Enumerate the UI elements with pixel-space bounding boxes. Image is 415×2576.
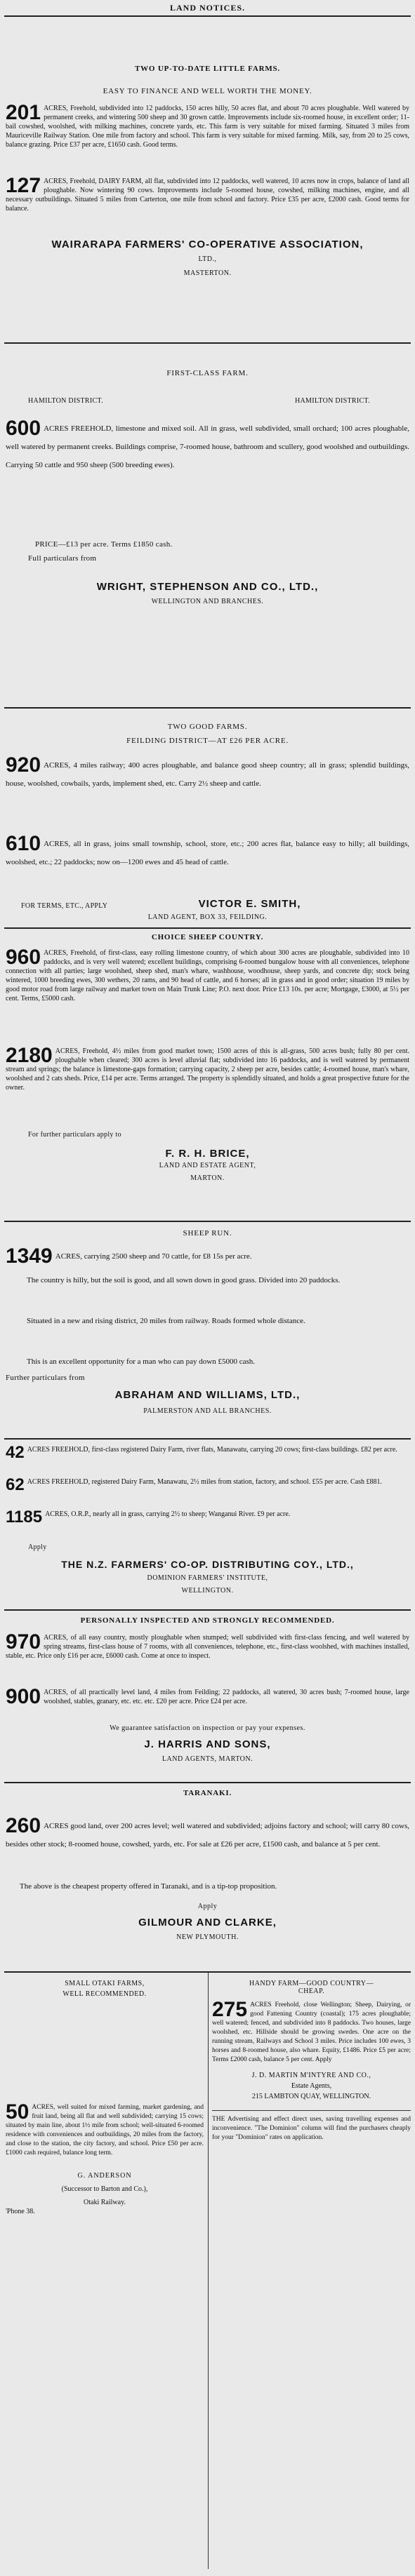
section1-subheading: EASY TO FINANCE AND WELL WORTH THE MONEY. bbox=[103, 87, 312, 95]
right-place: 215 LAMBTON QUAY, WELLINGTON. bbox=[251, 2093, 371, 2100]
section7-agent-sub: LAND AGENTS, MARTON. bbox=[162, 1755, 253, 1763]
run-line1: ACRES, carrying 2500 sheep and 70 cattle, for £8 15s per acre. bbox=[55, 1252, 252, 1261]
farm3-description: ACRES, O.R.P., nearly all in grass, carrying 2½ to sheep; Wanganui River. £9 per acre. bbox=[45, 1510, 291, 1518]
right-farm-acres: 275 bbox=[212, 1998, 248, 2021]
divider bbox=[4, 15, 411, 17]
section2-agent-sub: WELLINGTON AND BRANCHES. bbox=[151, 598, 264, 605]
section3-farm2 bbox=[6, 832, 409, 891]
guarantee-line: We guarantee satisfaction on inspection or pay your expenses. bbox=[110, 1724, 305, 1732]
farm2-description: ACRES FREEHOLD, registered Dairy Farm, Manawatu, 2½ miles from station, factory, and school. £55 per acre. Cash £881. bbox=[27, 1478, 383, 1486]
left-farm bbox=[6, 2100, 204, 2158]
section4-farm1 bbox=[6, 948, 409, 1040]
section8-farm bbox=[6, 1814, 409, 1872]
column-divider bbox=[208, 1973, 209, 2569]
section3-farm1 bbox=[6, 753, 409, 829]
left-heading1: SMALL OTAKI FARMS, bbox=[65, 1980, 145, 1987]
section5-line2: The country is hilly, but the soil is good, and all sown down in good grass. Divided into 20 paddocks. bbox=[27, 1276, 341, 1284]
farm1-acres: 42 bbox=[6, 1443, 25, 1462]
price-line: PRICE—£13 per acre. Terms £1850 cash. bbox=[35, 540, 173, 549]
farm1-acres: 970 bbox=[6, 1630, 41, 1653]
page-title: LAND NOTICES. bbox=[169, 3, 246, 13]
left-place: Otaki Railway. bbox=[84, 2199, 126, 2206]
further-line: Further particulars from bbox=[6, 1374, 85, 1382]
farm2-acres: 62 bbox=[6, 1475, 25, 1494]
divider bbox=[4, 1782, 411, 1783]
farm1-acres: 960 bbox=[6, 946, 41, 969]
section2-agent: WRIGHT, STEPHENSON AND CO., LTD., bbox=[96, 581, 319, 593]
section8-line2: The above is the cheapest property offered in Taranaki, and is a tip-top proposition. bbox=[20, 1882, 277, 1891]
right-footer: THE Advertising and effect direct uses, saving travelling expenses and inconvenience. "The Dominion" column will find the purchasers cheaply for your "Dominion" rates on application. bbox=[212, 2110, 411, 2142]
section8-agent: GILMOUR AND CLARKE, bbox=[138, 1917, 277, 1928]
district-left: HAMILTON DISTRICT. bbox=[28, 397, 103, 405]
section6-farm1 bbox=[6, 1445, 409, 1473]
farm-acres: 600 bbox=[6, 417, 41, 440]
section6-farm3 bbox=[6, 1510, 409, 1538]
farm2-acres: 127 bbox=[6, 174, 41, 197]
apply-line: Apply bbox=[28, 1543, 47, 1551]
section2-farm bbox=[6, 417, 409, 532]
section5-line4: This is an excellent opportunity for a man who can pay down £5000 cash. bbox=[27, 1357, 256, 1366]
section4-agent: F. R. H. BRICE, bbox=[165, 1148, 250, 1160]
farm1-acres: 201 bbox=[6, 101, 41, 124]
farm1-description: ACRES, 4 miles railway; 400 acres ploughable, and balance good sheep country; all in grass; splendid buildings, house, woolshed, cowbails, yards, implement shed, etc. Carry 2½ sheep and cattle. bbox=[6, 761, 409, 788]
farm1-description: ACRES FREEHOLD, first-class registered Dairy Farm, river flats, Manawatu, carrying 20 cows; first-class buildings. £82 per acre. bbox=[27, 1446, 397, 1454]
left-farm-description: ACRES, well suited for mixed farming, market gardening, and fruit land, being all flat and well subdivided; carrying 15 cows; situated by main line, about 1½ mile from school; well-situated 6-roomed residence with conveniences and outbuildings, 20 miles from the factory, and close to the station, the city factory, and school. Price £50 per acre. £1000 cash required, balance long term. bbox=[6, 2104, 204, 2156]
farm1-acres: 920 bbox=[6, 753, 41, 777]
section7-farm2 bbox=[6, 1685, 409, 1720]
section5-agent: ABRAHAM AND WILLIAMS, LTD., bbox=[114, 1389, 301, 1401]
left-farm-acres: 50 bbox=[6, 2100, 29, 2124]
section7-agent: J. HARRIS AND SONS, bbox=[144, 1738, 271, 1750]
divider bbox=[4, 1438, 411, 1440]
divider bbox=[4, 707, 411, 709]
farm2-acres: 900 bbox=[6, 1685, 41, 1708]
divider bbox=[4, 1221, 411, 1222]
right-farm-description: ACRES Freehold, close Wellington; Sheep, Dairying, or good Fattening Country (coastal); 175 acres ploughable; well watered; fenced, and subdivided into 8 paddocks. Two houses, large woolshed, etc. Hillside should be growing swedes. One acre on the running stream, Railways and School 3 miles. Price includes 100 ewes, 3 horses and 8-roomed house, also whare. Equity, £1486. Price £5 per acre; Terms £2000 cash, balance 5 per cent. Apply bbox=[212, 2001, 411, 2063]
farm2-description: ACRES, all in grass, joins small township, school, store, etc.; 200 acres flat, balance easy to hilly; all buildings, woolshed, etc.; 22 paddocks; now on—1200 ewes and 45 head of cattle. bbox=[6, 840, 409, 866]
section5-line3: Situated in a new and rising district, 20 miles from railway. Roads formed whole distance. bbox=[27, 1317, 305, 1325]
section3-agent-sub: LAND AGENT, BOX 33, FEILDING. bbox=[147, 913, 268, 921]
particulars-line: Full particulars from bbox=[28, 554, 97, 563]
section1-agent: WAIRARAPA FARMERS' CO-OPERATIVE ASSOCIATION, bbox=[51, 239, 364, 250]
section2-heading: FIRST-CLASS FARM. bbox=[166, 369, 249, 377]
section3-agent: VICTOR E. SMITH, bbox=[198, 898, 301, 910]
section1-farm1 bbox=[6, 101, 409, 171]
section4-farm2 bbox=[6, 1044, 409, 1125]
section6-agent-place: WELLINGTON. bbox=[181, 1587, 234, 1595]
left-heading2: WELL RECOMMENDED. bbox=[62, 1990, 147, 1998]
farm2-description: ACRES, Freehold, DAIRY FARM, all flat, subdivided into 12 paddocks, well watered, 10 acres now in crops, balance of land all ploughable. Now wintering 90 cows. Improvements include 5-roomed house, cowshed, milking machines, engine, and all necessary outbuildings. Situated 5 miles from Carterton, one mile from school and factory. Price £35 per acre, £2000 cash. Good terms for balance. bbox=[6, 177, 409, 213]
divider bbox=[4, 1609, 411, 1611]
farm-acres: 260 bbox=[6, 1814, 41, 1837]
section8-heading: TARANAKI. bbox=[183, 1789, 232, 1797]
left-advert bbox=[6, 1980, 204, 2215]
run-acres: 1349 bbox=[6, 1245, 53, 1268]
farm1-description: ACRES, Freehold, of first-class, easy rolling limestone country, of which about 300 acres are ploughable, subdivided into 10 paddocks, and is very well watered; excellent buildings, comprising 6-roomed bungalow house with all conveniences, telephone connection with all parties; large woolshed, sheep shed, man's whare, washhouse, woodhouse, sheep yards, and concrete dip; stock being wintered, 1000 breeding ewes, 300 wethers, 20 rams, and 90 head of cattle, and 6 horses; all in grass and in good order; situation 19 miles by good motor road from large railway and market town on Main Trunk Line; P.O. next door. Price £13 10s. per acre; Mortgage, £3000, at 5½ per cent. Terms, £5000 cash. bbox=[6, 949, 409, 1002]
farm2-description: ACRES, Freehold, 4½ miles from good market town; 1500 acres of this is all-grass, 500 acres bush; fully 80 per cent. ploughable when cleared; 300 acres is level alluvial flat; subdivided into 16 paddocks, and is well watered by permanent stream and springs; the balance is limestone-gaps formation; carrying capacity, 2 sheep per acre, besides cattle; 4-roomed house, man's whare, woolshed and 2 cats sheds. Price, £14 per acre. Terms arranged. The property is splendidly situated, and holds a great prospective future for the owner. bbox=[6, 1047, 409, 1092]
right-heading2: CHEAP. bbox=[298, 1987, 325, 1995]
farm2-acres: 610 bbox=[6, 832, 41, 855]
section4-agent-place: MARTON. bbox=[190, 1174, 225, 1182]
apply-line: Apply bbox=[197, 1903, 218, 1910]
section3-subheading: FEILDING DISTRICT—AT £26 PER ACRE. bbox=[126, 737, 289, 745]
section7-farm1 bbox=[6, 1630, 409, 1682]
farm1-description: ACRES, Freehold, subdivided into 12 paddocks, 150 acres hilly, 50 acres flat, and about 70 acres ploughable. Well watered by permanent creeks, and wintering 500 sheep and 30 grown cattle. Improvements include six-roomed house, in excellent order; 11-bail cowshed, woolshed, with milking machines, concrete yards, etc. This farm is very suitable for mixed farming. Situated 3 miles from Mauriceville Railway Station. One mile from factory and school. This farm is very suitable for mixed farming. Milk, say, from 20 to 25 cows, balance grazing. Price £37 per acre, £1650 cash. Good terms. bbox=[6, 105, 409, 149]
section3-heading: TWO GOOD FARMS. bbox=[167, 723, 248, 731]
further-line: For further particulars apply to bbox=[28, 1131, 121, 1139]
section4-agent-sub: LAND AND ESTATE AGENT, bbox=[159, 1162, 256, 1169]
section6-agent-sub: DOMINION FARMERS' INSTITUTE, bbox=[147, 1574, 268, 1582]
farm3-acres: 1185 bbox=[6, 1508, 43, 1527]
right-agent: J. D. MARTIN M'INTYRE AND CO., bbox=[251, 2072, 371, 2079]
section6-agent: THE N.Z. FARMERS' CO-OP. DISTRIBUTING COY., LTD., bbox=[61, 1559, 354, 1570]
section1-agent-ltd: LTD., bbox=[198, 255, 217, 263]
farm2-description: ACRES, of all practically level land, 4 miles from Feilding; 22 paddocks, all watered, 30 acres bush; 7-roomed house, large woolshed, stables, granary, etc. etc. etc. £20 per acre. Price £24 per acre. bbox=[44, 1689, 409, 1705]
section1-heading: TWO UP-TO-DATE LITTLE FARMS. bbox=[135, 65, 280, 73]
divider bbox=[4, 927, 411, 929]
section6-farm2 bbox=[6, 1477, 409, 1505]
divider bbox=[4, 342, 411, 344]
section8-agent-sub: NEW PLYMOUTH. bbox=[176, 1933, 239, 1941]
section5-run bbox=[6, 1247, 409, 1268]
right-agent-sub: Estate Agents, bbox=[291, 2082, 332, 2090]
right-heading1: HANDY FARM—GOOD COUNTRY— bbox=[249, 1980, 374, 1987]
right-farm bbox=[212, 1998, 411, 2065]
section5-agent-sub: PALMERSTON AND ALL BRANCHES. bbox=[143, 1407, 272, 1415]
right-advert bbox=[212, 1980, 411, 2142]
section4-heading: CHOICE SHEEP COUNTRY. bbox=[151, 933, 264, 941]
left-agent: G. ANDERSON bbox=[77, 2172, 132, 2180]
district-right: HAMILTON DISTRICT. bbox=[295, 397, 370, 405]
farm-description: ACRES FREEHOLD, limestone and mixed soil. All in grass, well subdivided, small orchard; 100 acres ploughable, well watered by permanent creeks. Buildings comprise, 7-roomed house, bathroom and scullery, good woolshed and outbuildings. Carrying 50 cattle and 950 sheep (500 breeding ewes). bbox=[6, 424, 409, 469]
farm-description: ACRES good land, over 200 acres level; well watered and subdivided; adjoins factory and school; will carry 80 cows, besides other stock; 8-roomed house, cowshed, yards, etc. For sale at £26 per acre, £1500 cash, and balance at 5 per cent. bbox=[6, 1822, 409, 1849]
section5-heading: SHEEP RUN. bbox=[183, 1229, 232, 1237]
farm2-acres: 2180 bbox=[6, 1044, 53, 1067]
left-agent-sub: (Successor to Barton and Co.), bbox=[61, 2185, 148, 2193]
farm1-description: ACRES, of all easy country, mostly ploughable when stumped; well subdivided with first-class fencing, and well watered by spring streams, first-class house of 7 rooms, with all conveniences, telephone, etc., first-class woolshed, with machines installed, stable, etc. Price only £16 per acre, £6000 cash. Come at once to inspect. bbox=[6, 1634, 409, 1660]
for-terms: FOR TERMS, ETC., APPLY bbox=[21, 902, 108, 910]
section7-heading: PERSONALLY INSPECTED AND STRONGLY RECOMMENDED. bbox=[80, 1616, 335, 1625]
left-phone: 'Phone 38. bbox=[6, 2208, 35, 2215]
section1-agent-place: MASTERTON. bbox=[183, 269, 232, 277]
section1-farm2 bbox=[6, 174, 409, 229]
